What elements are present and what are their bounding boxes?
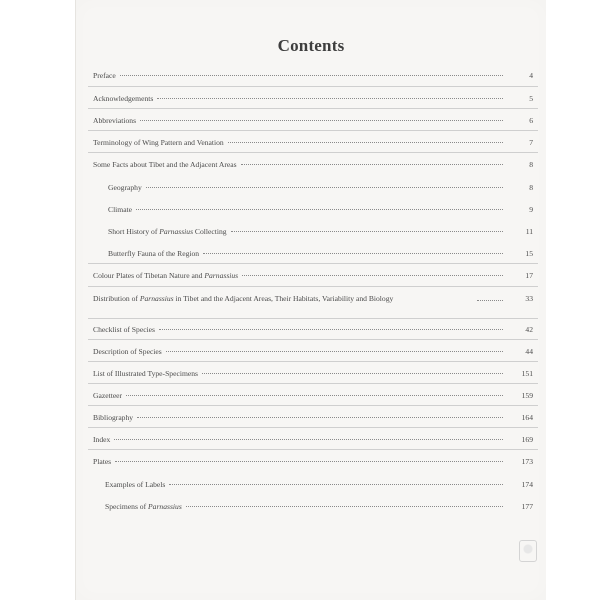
divider: [88, 361, 538, 362]
toc-entry-bibliography: [93, 413, 533, 422]
toc-page-number: 44: [525, 347, 533, 356]
toc-entry-geography: [108, 183, 533, 192]
book-page: [75, 0, 546, 600]
toc-label-italic: Parnassius: [148, 502, 182, 511]
toc-label: Gazetteer: [93, 391, 123, 400]
toc-page-number: 4: [529, 71, 533, 80]
leader-dots: [186, 506, 503, 507]
leader-dots: [120, 75, 503, 76]
divider: [88, 318, 538, 319]
toc-label: Description of Species: [93, 347, 162, 356]
divider: [88, 286, 538, 287]
toc-page-number: 151: [521, 369, 533, 378]
toc-page-number: 11: [525, 227, 533, 236]
toc-label: Specimens of: [105, 502, 149, 511]
toc-page-number: 5: [529, 94, 533, 103]
toc-page-number: 42: [525, 325, 533, 334]
toc-label: Checklist of Species: [93, 325, 156, 334]
toc-label: Some Facts about Tibet and the Adjacent Areas: [93, 160, 237, 169]
toc-page-number: 33: [525, 294, 533, 303]
toc-label: Plates: [93, 457, 112, 466]
toc-label: Abbreviations: [93, 116, 137, 125]
divider: [88, 152, 538, 153]
toc-entry-butterfly-fauna: [108, 249, 533, 258]
toc-entry-specimens: [105, 502, 533, 511]
toc-label: Index: [93, 435, 111, 444]
toc-label-italic: Parnassius: [139, 294, 174, 303]
toc-entry-acknowledgements: [93, 94, 533, 103]
toc-label: in Tibet and the Adjacent Areas, Their Habitats, Variability and Biology: [173, 294, 394, 303]
toc-label: Bibliography: [93, 413, 134, 422]
toc-entry-checklist: [93, 325, 533, 334]
leader-dots: [242, 275, 503, 276]
toc-entry-gazetteer: [93, 391, 533, 400]
toc-label-italic: Parnassius: [159, 227, 194, 236]
toc-entry-some-facts: [93, 160, 533, 169]
leader-dots: [159, 329, 503, 330]
divider: [88, 108, 538, 109]
toc-label: Distribution of: [93, 294, 140, 303]
leader-dots: [146, 187, 503, 188]
toc-page-number: 17: [525, 271, 533, 280]
leader-dots: [228, 142, 503, 143]
leader-dots: [136, 209, 503, 210]
divider: [88, 339, 538, 340]
leader-dots: [477, 300, 503, 301]
toc-page-number: 15: [525, 249, 533, 258]
leader-dots: [166, 351, 503, 352]
divider: [88, 86, 538, 87]
toc-page-number: 9: [529, 205, 533, 214]
toc-page-number: 8: [529, 183, 533, 192]
toc-entry-type-specimens: [93, 369, 533, 378]
toc-entry-description: [93, 347, 533, 356]
toc-page-number: 173: [521, 457, 533, 466]
toc-label: Collecting: [193, 227, 227, 236]
toc-page-number: 164: [521, 413, 533, 422]
leader-dots: [115, 461, 503, 462]
leader-dots: [202, 373, 503, 374]
toc-label: Acknowledgements: [93, 94, 154, 103]
toc-label: Preface: [93, 71, 116, 80]
toc-entry-examples-of-labels: [105, 480, 533, 489]
table-of-contents: [76, 0, 546, 600]
toc-label: Examples of Labels: [105, 480, 166, 489]
toc-entry-plates: [93, 457, 533, 466]
leader-dots: [137, 417, 503, 418]
leader-dots: [169, 484, 503, 485]
toc-entry-distribution: [93, 294, 533, 303]
leader-dots: [140, 120, 503, 121]
toc-label: Climate: [108, 205, 133, 214]
toc-entry-index: [93, 435, 533, 444]
toc-entry-colour-plates: [93, 271, 533, 280]
toc-label: Short History of: [108, 227, 160, 236]
divider: [88, 405, 538, 406]
toc-page-number: 8: [529, 160, 533, 169]
leader-dots: [126, 395, 503, 396]
leader-dots: [231, 231, 503, 232]
divider: [88, 383, 538, 384]
toc-page-number: 6: [529, 116, 533, 125]
divider: [88, 130, 538, 131]
leader-dots: [203, 253, 503, 254]
toc-label: Butterfly Fauna of the Region: [108, 249, 200, 258]
toc-label-italic: Parnassius: [204, 271, 239, 280]
leader-dots: [157, 98, 503, 99]
toc-label: List of Illustrated Type-Specimens: [93, 369, 198, 378]
toc-entry-terminology: [93, 138, 533, 147]
leader-dots: [241, 164, 503, 165]
page-title: Contents: [277, 36, 345, 55]
toc-page-number: 177: [521, 502, 533, 511]
divider: [88, 449, 538, 450]
toc-entry-short-history: [108, 227, 533, 236]
divider: [88, 263, 538, 264]
toc-page-number: 169: [521, 435, 533, 444]
toc-label: Geography: [108, 183, 142, 192]
toc-page-number: 7: [529, 138, 533, 147]
toc-page-number: 174: [521, 480, 533, 489]
toc-label: Terminology of Wing Pattern and Venation: [93, 138, 224, 147]
publisher-seal-icon: [519, 540, 537, 562]
toc-page-number: 159: [521, 391, 533, 400]
leader-dots: [114, 439, 503, 440]
toc-entry-climate: [108, 205, 533, 214]
toc-entry-abbreviations: [93, 116, 533, 125]
toc-label: Colour Plates of Tibetan Nature and: [93, 271, 205, 280]
divider: [88, 427, 538, 428]
toc-entry-preface: [93, 71, 533, 80]
